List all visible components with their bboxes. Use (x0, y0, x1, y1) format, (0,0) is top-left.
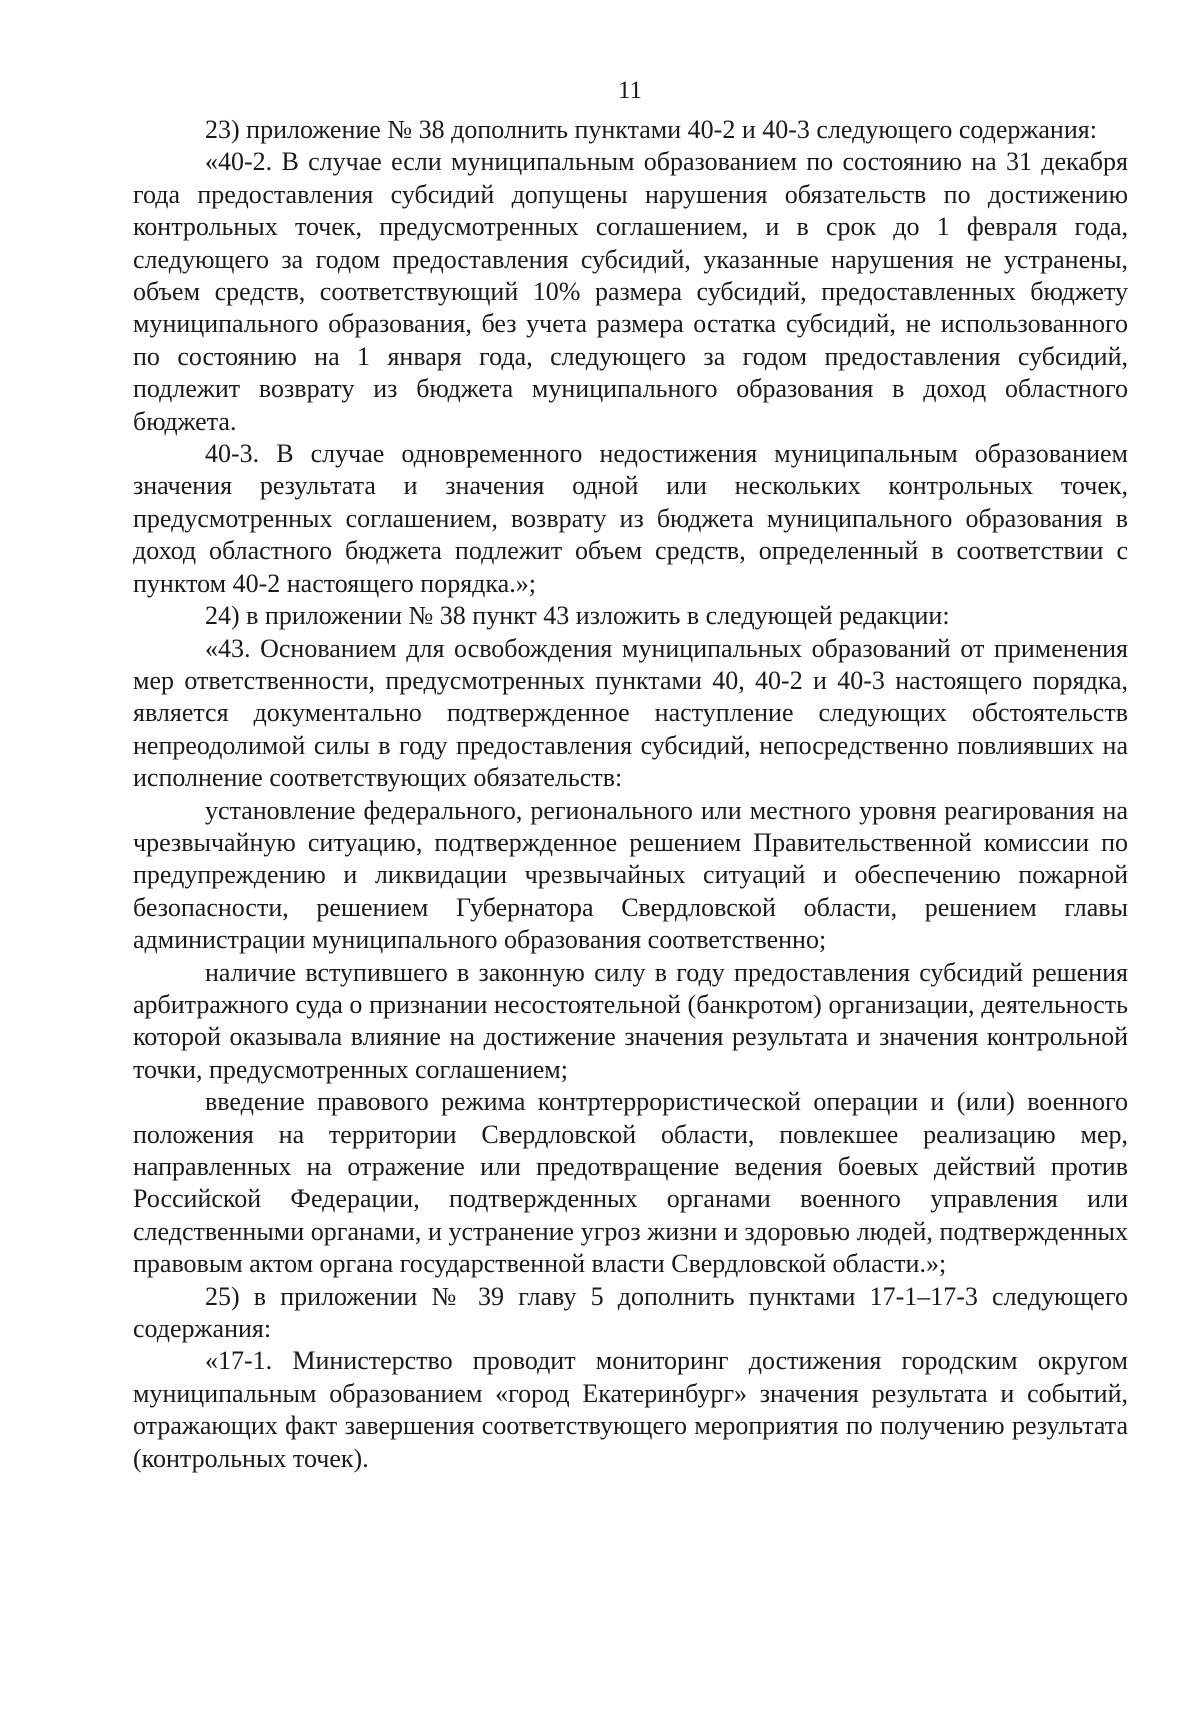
paragraph-item-23: 23) приложение № 38 дополнить пунктами 40-2 и 40-3 следующего содержания: (205, 115, 1097, 144)
paragraph-arbitration-decision: наличие вступившего в законную силу в году предоставления субсидий решения арбитражного суда о признании несостоятельной (банкротом) организации, деятельность которой оказывала влияние на достижение значения результата и значения контрольной точки, предусмотренных соглашением; (133, 957, 1128, 1084)
paragraph-emergency-response: установление федерального, регионального или местного уровня реагирования на чрезвычайную ситуацию, подтвержденное решением Правительственной комиссии по предупреждению и ликвидации чрезвычайных ситуаций и обеспечению пожарной безопасности, решением Губернатора Свердловской области, решением главы администрации муниципального образования соответственно; (133, 795, 1128, 955)
paragraph-item-25: 25) в приложении № 39 главу 5 дополнить пунктами 17-1–17-3 следующего содержания: (133, 1281, 1128, 1344)
paragraph-counterterrorism-regime: введение правового режима контртеррористической операции и (или) военного положения на территории Свердловской области, повлекшее реализацию мер, направленных на отражение или предотвращение ведения боевых действий против Российской Федерации, подтвержденных органами военного управления или следственными органами, и устранение угроз жизни и здоровью людей, подтвержденных правовым актом органа государственной власти Свердловской области.»; (133, 1087, 1128, 1279)
paragraph-point-17-1: «17-1. Министерство проводит мониторинг достижения городским округом муниципальным образованием «город Екатеринбург» значения результата и событий, отражающих факт завершения соответствующего мероприятия по получению результата (контрольных точек). (133, 1346, 1128, 1473)
paragraph-point-40-2: «40-2. В случае если муниципальным образованием по состоянию на 31 декабря года предоставления субсидий допущены нарушения обязательств по достижению контрольных точек, предусмотренных соглашением, и в срок до 1 февраля года, следующего за годом предоставления субсидий, указанные нарушения не устранены, объем средств, соответствующий 10% размера субсидий, предоставленных бюджету муниципального образования, без учета размера остатка субсидий, не использованного по состоянию на 1 января года, следующего за годом предоставления субсидий, подлежит возврату из бюджета муниципального образования в доход областного бюджета. (133, 147, 1128, 436)
paragraph-item-24: 24) в приложении № 38 пункт 43 изложить в следующей редакции: (205, 601, 950, 631)
page-number: 11 (617, 77, 643, 104)
paragraph-point-43: «43. Основанием для освобождения муниципальных образований от применения мер ответственности, предусмотренных пунктами 40, 40-2 и 40-3 настоящего порядка, является документально подтвержденное наступление следующих обстоятельств непреодолимой силы в году предоставления субсидий, непосредственно повлиявших на исполнение соответствующих обязательств: (133, 633, 1128, 793)
document-body (133, 114, 1128, 1475)
paragraph-point-40-3: 40-3. В случае одновременного недостижения муниципальным образованием значения результата и значения одной или нескольких контрольных точек, предусмотренных соглашением, возврату из бюджета муниципального образования в доход областного бюджета подлежит объем средств, определенный в соответствии с пунктом 40-2 настоящего порядка.»; (133, 439, 1128, 598)
